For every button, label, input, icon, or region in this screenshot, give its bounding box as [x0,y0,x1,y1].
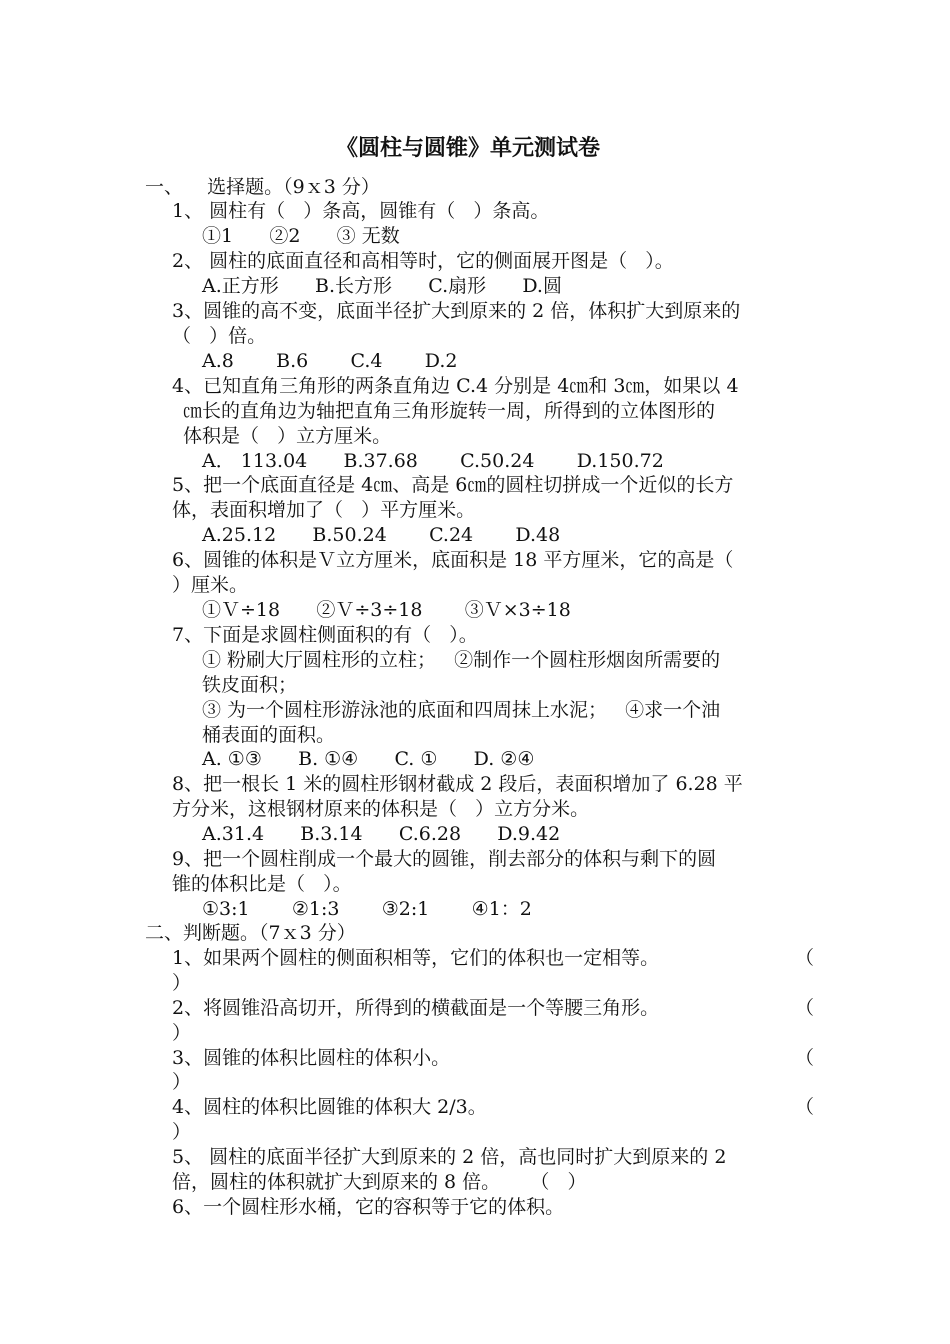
answer-paren-close: ） [172,1121,192,1143]
statement-text: 1、如果两个圆柱的侧面积相等，它们的体积也一定相等。 [172,947,660,969]
question-options: A． 113.04 B.37.68 C.50.24 D.150.72 [202,450,664,472]
question-text: 2、 圆柱的底面直径和高相等时，它的侧面展开图是（ ）。 [172,250,674,272]
answer-paren-close: ） [172,1071,192,1093]
question-option-line: 铁皮面积； [202,674,298,696]
question-text: 6、圆锥的体积是Ｖ立方厘米，底面积是 18 平方厘米，它的高是（ [172,549,734,571]
answer-paren-open: （ [795,947,815,969]
question-text: （ ）倍。 [172,325,267,347]
statement-text: 3、圆锥的体积比圆柱的体积小。 [172,1047,451,1069]
statement-text: 6、一个圆柱形水桶，它的容积等于它的体积。 [172,1196,565,1218]
question-options: A.25.12 B.50.24 C.24 D.48 [202,524,561,546]
question-text: 体，表面积增加了（ ）平方厘米。 [172,499,476,521]
question-text: 1、 圆柱有（ ）条高，圆锥有（ ）条高。 [172,200,550,222]
question-option-line: 桶表面的面积。 [202,724,336,746]
answer-paren-open: （ [795,1096,815,1118]
question-text: 4、已知直角三角形的两条直角边 C.4 分别是 4㎝和 3㎝，如果以 4 [172,375,739,397]
question-options: ①Ｖ÷18 ②Ｖ÷3÷18 ③Ｖ×3÷18 [202,599,571,621]
question-text: ）厘米。 [172,574,249,596]
question-options: A.31.4 B.3.14 C.6.28 D.9.42 [202,823,561,845]
statement-text: 倍，圆柱的体积就扩大到原来的 8 倍。 （ ） [172,1171,587,1193]
question-text: 3、圆锥的高不变，底面半径扩大到原来的 2 倍，体积扩大到原来的 [172,300,741,322]
question-text: 5、把一个底面直径是 4㎝、高是 6㎝的圆柱切拼成一个近似的长方 [172,474,734,496]
question-text: 体积是（ ）立方厘米。 [183,425,392,447]
answer-paren-open: （ [795,997,815,1019]
question-text: ㎝长的直角边为轴把直角三角形旋转一周，所得到的立体图形的 [183,400,716,422]
statement-text: 4、圆柱的体积比圆锥的体积大 2/3。 [172,1096,487,1118]
question-text: 7、下面是求圆柱侧面积的有（ ）。 [172,624,478,646]
question-option-line: ① 粉刷大厅圆柱形的立柱； ②制作一个圆柱形烟囱所需要的 [202,649,721,671]
question-text: 方分米，这根钢材原来的体积是（ ）立方分米。 [172,798,590,820]
answer-paren-close: ） [172,972,192,994]
question-text: 9、把一个圆柱削成一个最大的圆锥，削去部分的体积与剩下的圆 [172,848,717,870]
question-options: A.8 B.6 C.4 D.2 [202,350,458,372]
page-title: 《圆柱与圆锥》单元测试卷 [336,135,601,161]
statement-text: 2、将圆锥沿高切开，所得到的横截面是一个等腰三角形。 [172,997,660,1019]
question-options: ①3:1 ②1:3 ③2:1 ④1：2 [202,898,532,920]
statement-text: 5、 圆柱的底面半径扩大到原来的 2 倍，高也同时扩大到原来的 2 [172,1146,727,1168]
question-options: A.正方形 B.长方形 C.扇形 D.圆 [202,275,562,297]
question-text: 锥的体积比是（ ）。 [172,873,352,895]
question-options: A. ①③ B. ①④ C. ① D. ②④ [202,748,535,770]
question-options: ①1 ②2 ③ 无数 [202,225,400,247]
question-option-line: ③ 为一个圆柱形游泳池的底面和四周抹上水泥； ④求一个油 [202,699,721,721]
answer-paren-open: （ [795,1047,815,1069]
question-text: 8、把一根长 1 米的圆柱形钢材截成 2 段后，表面积增加了 6.28 平 [172,773,743,795]
answer-paren-close: ） [172,1022,192,1044]
section-heading: 一、 选择题。（9ｘ3 分） [145,176,380,198]
section-heading: 二、判断题。（7ｘ3 分） [145,922,356,944]
